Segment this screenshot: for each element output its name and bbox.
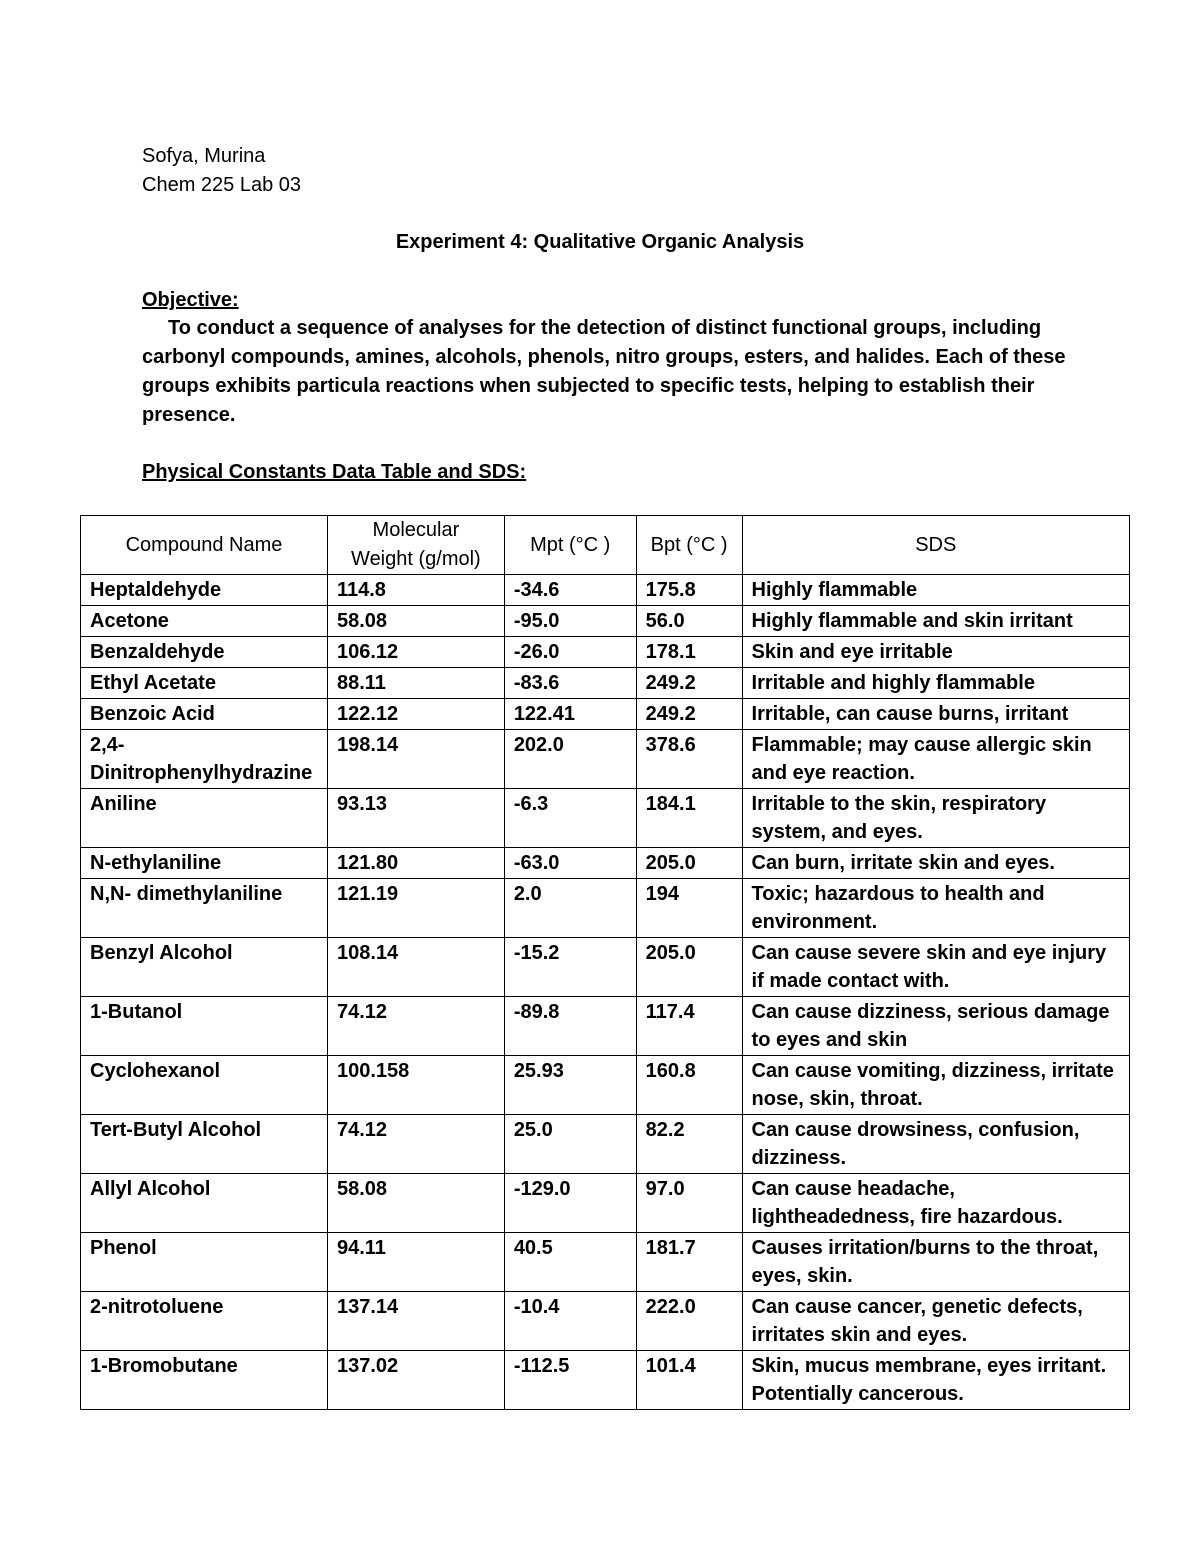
compound-name: Allyl Alcohol: [81, 1174, 328, 1233]
table-row: [81, 699, 1130, 730]
sds-note: Can cause severe skin and eye injury if made contact with.: [742, 938, 1129, 997]
compound-name: Acetone: [81, 606, 328, 637]
table-header-row: [81, 516, 1130, 575]
column-header-compound: Compound Name: [81, 516, 328, 575]
boiling-point: 249.2: [636, 699, 742, 730]
compound-name: N-ethylaniline: [81, 848, 328, 879]
compound-name: 2-nitrotoluene: [81, 1292, 328, 1351]
boiling-point: 56.0: [636, 606, 742, 637]
melting-point: -6.3: [504, 789, 636, 848]
molecular-weight: 121.80: [327, 848, 504, 879]
column-header-molecular-weight: Molecular Weight (g/mol): [327, 516, 504, 575]
table-row: [81, 668, 1130, 699]
table-row: [81, 1115, 1130, 1174]
compound-name: 1-Bromobutane: [81, 1351, 328, 1410]
boiling-point: 175.8: [636, 575, 742, 606]
boiling-point: 205.0: [636, 848, 742, 879]
column-header-bpt: Bpt (°C ): [636, 516, 742, 575]
sds-note: Can cause headache, lightheadedness, fire hazardous.: [742, 1174, 1129, 1233]
compound-name: Benzaldehyde: [81, 637, 328, 668]
molecular-weight: 137.02: [327, 1351, 504, 1410]
melting-point: 122.41: [504, 699, 636, 730]
compound-name: Heptaldehyde: [81, 575, 328, 606]
compound-name: Benzyl Alcohol: [81, 938, 328, 997]
molecular-weight: 88.11: [327, 668, 504, 699]
sds-note: Can burn, irritate skin and eyes.: [742, 848, 1129, 879]
melting-point: -112.5: [504, 1351, 636, 1410]
objective-text: To conduct a sequence of analyses for the detection of distinct functional groups, including carbonyl compounds, amines, alcohols, phenols, nitro groups, esters, and halides. Each of these groups exhibits particula reactions when subjected to specific tests, helping to establish their presence.: [142, 317, 1066, 426]
sds-note: Skin and eye irritable: [742, 637, 1129, 668]
column-header-sds: SDS: [742, 516, 1129, 575]
course-line: Chem 225 Lab 03: [142, 174, 302, 196]
table-row: [81, 1351, 1130, 1410]
table-row: [81, 848, 1130, 879]
physical-constants-table: [80, 515, 1130, 1410]
melting-point: 25.0: [504, 1115, 636, 1174]
compound-name: Benzoic Acid: [81, 699, 328, 730]
melting-point: -10.4: [504, 1292, 636, 1351]
sds-note: Can cause cancer, genetic defects, irritates skin and eyes.: [742, 1292, 1129, 1351]
melting-point: -34.6: [504, 575, 636, 606]
boiling-point: 378.6: [636, 730, 742, 789]
boiling-point: 160.8: [636, 1056, 742, 1115]
boiling-point: 184.1: [636, 789, 742, 848]
compound-name: Aniline: [81, 789, 328, 848]
melting-point: 40.5: [504, 1233, 636, 1292]
molecular-weight: 108.14: [327, 938, 504, 997]
molecular-weight: 74.12: [327, 997, 504, 1056]
molecular-weight: 122.12: [327, 699, 504, 730]
melting-point: 25.93: [504, 1056, 636, 1115]
molecular-weight: 93.13: [327, 789, 504, 848]
boiling-point: 205.0: [636, 938, 742, 997]
table-row: [81, 606, 1130, 637]
compound-name: 2,4- Dinitrophenylhydrazine: [81, 730, 328, 789]
table-row: [81, 997, 1130, 1056]
sds-note: Highly flammable and skin irritant: [742, 606, 1129, 637]
boiling-point: 222.0: [636, 1292, 742, 1351]
sds-note: Can cause drowsiness, confusion, dizziness.: [742, 1115, 1129, 1174]
molecular-weight: 100.158: [327, 1056, 504, 1115]
table-row: [81, 938, 1130, 997]
sds-note: Skin, mucus membrane, eyes irritant. Potentially cancerous.: [742, 1351, 1129, 1410]
melting-point: -15.2: [504, 938, 636, 997]
melting-point: -26.0: [504, 637, 636, 668]
table-row: [81, 637, 1130, 668]
sds-note: Can cause vomiting, dizziness, irritate nose, skin, throat.: [742, 1056, 1129, 1115]
molecular-weight: 94.11: [327, 1233, 504, 1292]
table-row: [81, 730, 1130, 789]
table-row: [81, 1292, 1130, 1351]
table-row: [81, 1056, 1130, 1115]
sds-note: Toxic; hazardous to health and environment.: [742, 879, 1129, 938]
compound-name: Tert-Butyl Alcohol: [81, 1115, 328, 1174]
boiling-point: 82.2: [636, 1115, 742, 1174]
table-row: [81, 1233, 1130, 1292]
melting-point: -83.6: [504, 668, 636, 699]
boiling-point: 194: [636, 879, 742, 938]
melting-point: -95.0: [504, 606, 636, 637]
molecular-weight: 121.19: [327, 879, 504, 938]
melting-point: 202.0: [504, 730, 636, 789]
document-title: Experiment 4: Qualitative Organic Analysis: [395, 231, 805, 253]
boiling-point: 249.2: [636, 668, 742, 699]
melting-point: 2.0: [504, 879, 636, 938]
sds-note: Highly flammable: [742, 575, 1129, 606]
compound-name: N,N- dimethylaniline: [81, 879, 328, 938]
boiling-point: 101.4: [636, 1351, 742, 1410]
molecular-weight: 114.8: [327, 575, 504, 606]
boiling-point: 117.4: [636, 997, 742, 1056]
table-row: [81, 789, 1130, 848]
molecular-weight: 137.14: [327, 1292, 504, 1351]
table-row: [81, 575, 1130, 606]
melting-point: -129.0: [504, 1174, 636, 1233]
table-row: [81, 1174, 1130, 1233]
author-name: Sofya, Murina: [142, 145, 266, 167]
table-row: [81, 879, 1130, 938]
molecular-weight: 58.08: [327, 606, 504, 637]
sds-note: Irritable to the skin, respiratory system, and eyes.: [742, 789, 1129, 848]
compound-name: Cyclohexanol: [81, 1056, 328, 1115]
boiling-point: 97.0: [636, 1174, 742, 1233]
objective-heading: Objective:: [142, 289, 239, 311]
sds-note: Can cause dizziness, serious damage to eyes and skin: [742, 997, 1129, 1056]
boiling-point: 178.1: [636, 637, 742, 668]
column-header-mpt: Mpt (°C ): [504, 516, 636, 575]
compound-name: 1-Butanol: [81, 997, 328, 1056]
molecular-weight: 106.12: [327, 637, 504, 668]
sds-note: Irritable, can cause burns, irritant: [742, 699, 1129, 730]
molecular-weight: 74.12: [327, 1115, 504, 1174]
molecular-weight: 58.08: [327, 1174, 504, 1233]
melting-point: -63.0: [504, 848, 636, 879]
compound-name: Ethyl Acetate: [81, 668, 328, 699]
molecular-weight: 198.14: [327, 730, 504, 789]
sds-note: Flammable; may cause allergic skin and eye reaction.: [742, 730, 1129, 789]
compound-name: Phenol: [81, 1233, 328, 1292]
table-heading: Physical Constants Data Table and SDS:: [142, 461, 527, 483]
sds-note: Irritable and highly flammable: [742, 668, 1129, 699]
sds-note: Causes irritation/burns to the throat, eyes, skin.: [742, 1233, 1129, 1292]
boiling-point: 181.7: [636, 1233, 742, 1292]
melting-point: -89.8: [504, 997, 636, 1056]
